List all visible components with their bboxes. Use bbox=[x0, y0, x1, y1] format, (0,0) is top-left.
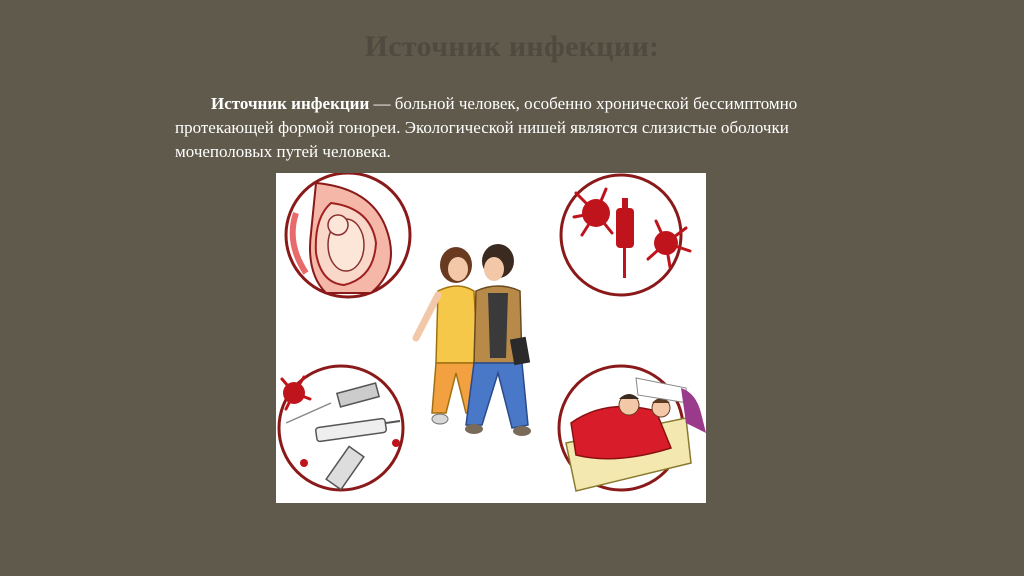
description-paragraph bbox=[175, 92, 855, 164]
couple-walking bbox=[416, 244, 531, 436]
slide-title: Источник инфекции: bbox=[364, 30, 660, 63]
syringe-panel bbox=[279, 366, 403, 490]
shared-bed-panel bbox=[559, 366, 706, 491]
blood-transfusion-panel bbox=[561, 175, 690, 295]
pregnant-mother-panel bbox=[286, 173, 410, 297]
definition-text: — больной человек, особенно хронической бессимптомно протекающей формой гонореи. Экологической нишей являются слизистые оболочки мочеполовых путей человека. bbox=[175, 94, 798, 161]
infection-routes-illustration bbox=[276, 173, 706, 503]
term-source-of-infection: Источник инфекции bbox=[211, 94, 370, 113]
